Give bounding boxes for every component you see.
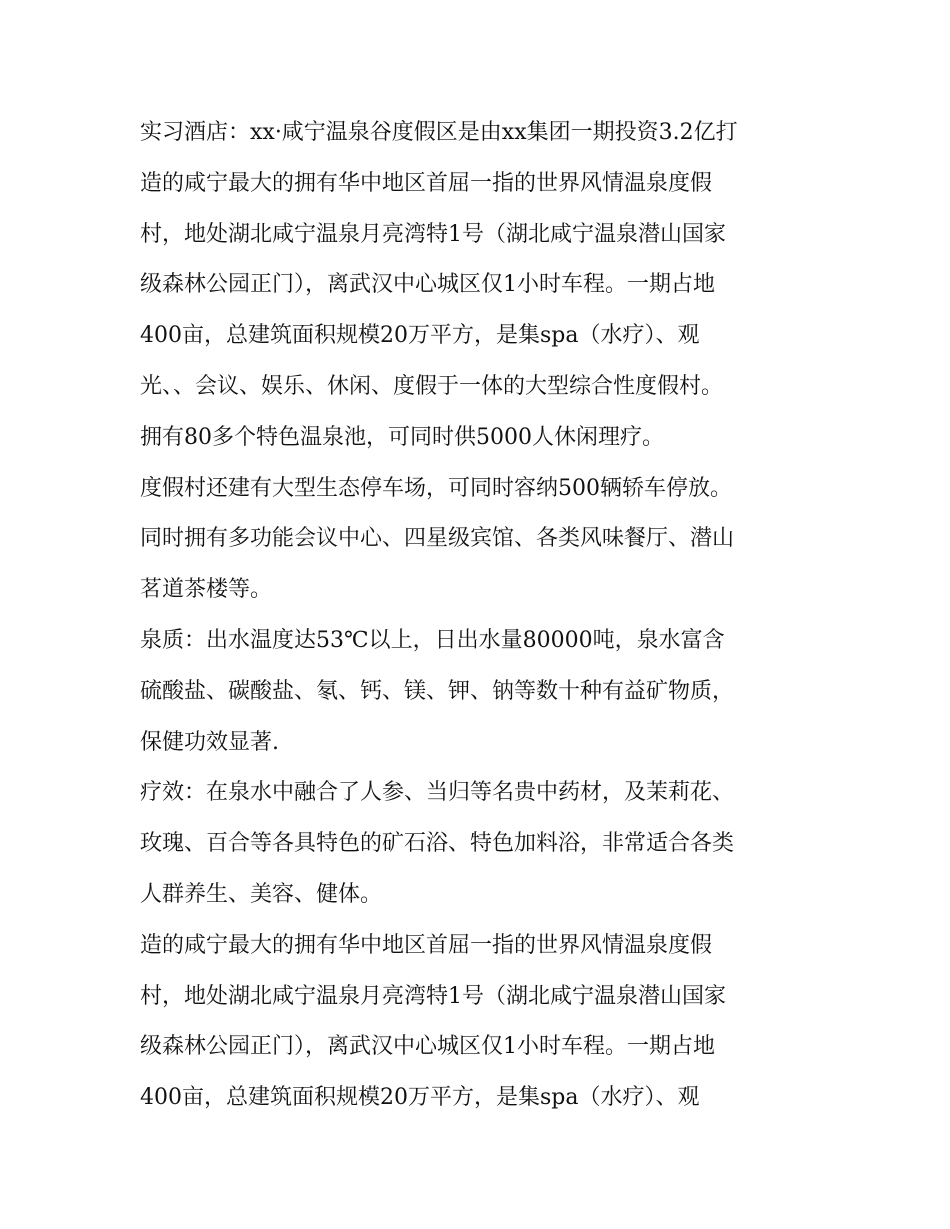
text-line-6: 光、、会议、娱乐、休闲、度假于一体的大型综合性度假村。 [140, 373, 724, 399]
text-line-16: 人群养生、美容、健体。 [140, 881, 383, 907]
text-line-12: 硫酸盐、碳酸盐、氡、钙、镁、钾、钠等数十种有益矿物质， [140, 678, 735, 704]
text-line-10: 茗道茶楼等。 [140, 577, 273, 603]
text-line-17: 造的咸宁最大的拥有华中地区首屈一指的世界风情温泉度假 [140, 932, 713, 958]
text-line-8: 度假村还建有大型生态停车场，可同时容纳500辆轿车停放。 [140, 475, 732, 501]
text-line-13: 保健功效显著. [140, 729, 279, 755]
text-line-2: 造的咸宁最大的拥有华中地区首屈一指的世界风情温泉度假 [140, 170, 713, 196]
text-line-4: 级森林公园正门），离武汉中心城区仅1小时车程。一期占地 [140, 272, 715, 298]
text-line-5: 400亩，总建筑面积规模20万平方，是集spa（水疗）、观 [140, 323, 700, 349]
document-body [140, 108, 820, 1124]
text-line-1: 实习酒店：xx·咸宁温泉谷度假区是由xx集团一期投资3.2亿打 [140, 120, 738, 145]
text-line-15: 玫瑰、百合等各具特色的矿石浴、特色加料浴，非常适合各类 [140, 831, 735, 857]
text-line-9: 同时拥有多功能会议中心、四星级宾馆、各类风味餐厅、潜山 [140, 526, 735, 552]
text-line-19: 级森林公园正门），离武汉中心城区仅1小时车程。一期占地 [140, 1034, 715, 1060]
text-line-3: 村，地处湖北咸宁温泉月亮湾特1号（湖北咸宁温泉潜山国家 [140, 221, 726, 247]
text-line-18: 村，地处湖北咸宁温泉月亮湾特1号（湖北咸宁温泉潜山国家 [140, 983, 726, 1009]
text-line-11: 泉质：出水温度达53℃以上，日出水量80000吨，泉水富含 [140, 627, 725, 653]
text-line-14: 疗效：在泉水中融合了人参、当归等名贵中药材，及茉莉花、 [140, 780, 735, 806]
text-line-20: 400亩，总建筑面积规模20万平方，是集spa（水疗）、观 [140, 1085, 700, 1111]
text-line-7: 拥有80多个特色温泉池，可同时供5000人休闲理疗。 [140, 424, 664, 450]
